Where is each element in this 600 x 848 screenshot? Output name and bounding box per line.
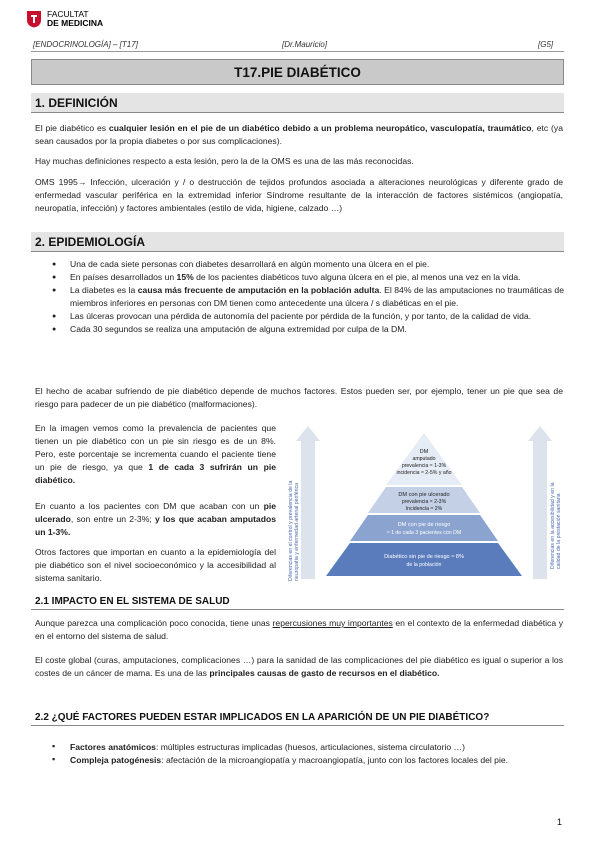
pyramid-tier-riesgo (350, 515, 498, 541)
list-item: ● La diabetes es la causa más frecuente de amputación en la población adulta. El 84% de las amputaciones no traumáticas de miembros inferiores en personas con DM tienen como antecedente una úlcera / s diabéticas en el pie. (52, 284, 564, 310)
section-heading-definicion: 1. DEFINICIÓN (31, 93, 564, 113)
list-item: ● Las úlceras provocan una pérdida de autonomía del paciente por pérdida de la función, y por tanto, de la calidad de vida. (52, 310, 564, 323)
subsection-heading-factores: 2.2 ¿QUÉ FACTORES PUEDEN ESTAR IMPLICADOS EN LA APARICIÓN DE UN PIE DIABÉTICO? (31, 712, 564, 726)
other-factors-paragraph: Otros factores que importan en cuanto a la epidemiología del pie diabético son el nivel socioeconómico y la accesibilidad al sistema sanitario. (35, 547, 276, 583)
header-divider (31, 51, 564, 52)
cost-paragraph: El coste global (curas, amputaciones, complicaciones …) para la sanidad de las complicaciones del pie diabético es igual o superior a los costes de un cáncer de mama. Es una de las principales causas de gasto de recursos en el diabético. (35, 655, 563, 678)
header-subject: [ENDOCRINOLOGÍA] – [T17] (33, 40, 138, 49)
impact-paragraph: Aunque parezca una complicación poco conocida, tiene unas repercusiones muy importantes en el contexto de la enfermedad diabética y en el entorno del sistema de salud. (35, 618, 563, 641)
tier-0-line-4: incidencia ≈ 2-5% y año (396, 470, 452, 476)
ulcer-amputation-paragraph: En cuanto a los pacientes con DM que acaban con un pie ulcerado, son entre un 2-3%; y los que acaban amputados un 1-3%. (35, 501, 276, 537)
oms-definition: OMS 1995→ Infección, ulceración y / o destrucción de tejidos profundos asociada a alteraciones neurológicas y diferente grado de enfermedad vascular periférica en la extremidad inferior Síndrome resultante de la interacción de factores sistémicos (angiopatía, neuropatía, infección) y factores ambientales (estilo de vida, higiene, calzado …) (35, 177, 563, 213)
subsection-heading-impacto: 2.1 IMPACTO EN EL SISTEMA DE SALUD (31, 596, 564, 610)
list-item: ▪ Compleja patogénesis: afectación de la microangiopatía y macroangiopatía, junto con los factores locales del pie. (52, 754, 564, 767)
left-caption-line-2: neuropatía y enfermedad arterial periférica (294, 482, 300, 581)
tier-3-line-1: Diabético sin pie de riesgo ≈ 8% (384, 554, 464, 560)
page-title: T17.PIE DIABÉTICO (31, 59, 564, 85)
tier-1-line-2: prevalencia ≈ 2-3% (401, 499, 447, 505)
diabetic-foot-pyramid-figure (284, 421, 564, 586)
faculty-logo (26, 10, 103, 28)
logo-line-2: DE MEDICINA (47, 18, 104, 28)
list-item: ● Cada 30 segundos se realiza una amputación de alguna extremidad por culpa de la DM. (52, 323, 564, 336)
logo-line-1: FACULTAT (47, 9, 89, 19)
list-item: ● Una de cada siete personas con diabetes desarrollará en algún momento una úlcera en el pie. (52, 258, 564, 271)
factors-list (52, 741, 564, 767)
list-item: ● En países desarrollados un 15% de los pacientes diabéticos tuvo alguna úlcera en el pie, al menos una vez en la vida. (52, 271, 564, 284)
header-group: [G5] (538, 40, 554, 49)
tier-3-line-2: de la población (406, 562, 442, 568)
tier-0-line-2: amputado (412, 456, 436, 462)
right-arrow (528, 426, 552, 579)
definitions-note: Hay muchas definiciones respecto a esta lesión, pero la de la OMS es una de las más reconocidas. (35, 156, 414, 166)
right-caption-line-2: calidad de la prestación sanitaria (556, 493, 562, 569)
page-number: 1 (557, 817, 563, 827)
header-professor: [Dr.Mauricio] (282, 40, 328, 49)
section-heading-epidemiologia: 2. EPIDEMIOLOGÍA (31, 232, 564, 252)
right-caption-line-1: Diferencias en la accesibilidad y en la (550, 482, 556, 569)
tier-1-line-3: Incidencia ≈ 2% (405, 506, 443, 512)
epidemiology-list (52, 258, 564, 336)
tier-2-line-2: ≈ 1 de cada 3 pacientes con DM (386, 530, 462, 536)
tier-0-line-3: prevalencia ≈ 1-3% (401, 463, 447, 469)
university-shield-icon (26, 10, 42, 28)
tier-1-line-1: DM con pie ulcerado (398, 492, 450, 498)
risk-factors-paragraph: El hecho de acabar sufriendo de pie diabético depende de muchos factores. Estos pueden ser, por ejemplo, tener un pie que sea de riesgo para padecer de un pie diabético (malformaciones). (35, 386, 563, 409)
left-caption-line-1: Diferencias en el control y prevalencia de la (288, 480, 294, 581)
list-item: ▪ Factores anatómicos: múltiples estructuras implicadas (huesos, articulaciones, sistema circulatorio …) (52, 741, 564, 754)
definition-paragraph: El pie diabético es cualquier lesión en el pie de un diabético debido a un problema neuropático, vasculopatía, traumático, etc (ya sean causados por la propia diabetes o por sus complicaciones). (35, 123, 563, 146)
tier-2-line-1: DM con pie de riesgo (397, 522, 451, 528)
image-description-paragraph: En la imagen vemos como la prevalencia de pacientes que tienen un pie diabético con un pie sin riesgo es de un 8%. Pero, este porcentaje se incrementa cuando el paciente tiene un pie de riesgo, ya que 1 de cada 3 sufrirán un pie diabético. (35, 423, 276, 485)
tier-0-line-1: DM (419, 449, 429, 455)
